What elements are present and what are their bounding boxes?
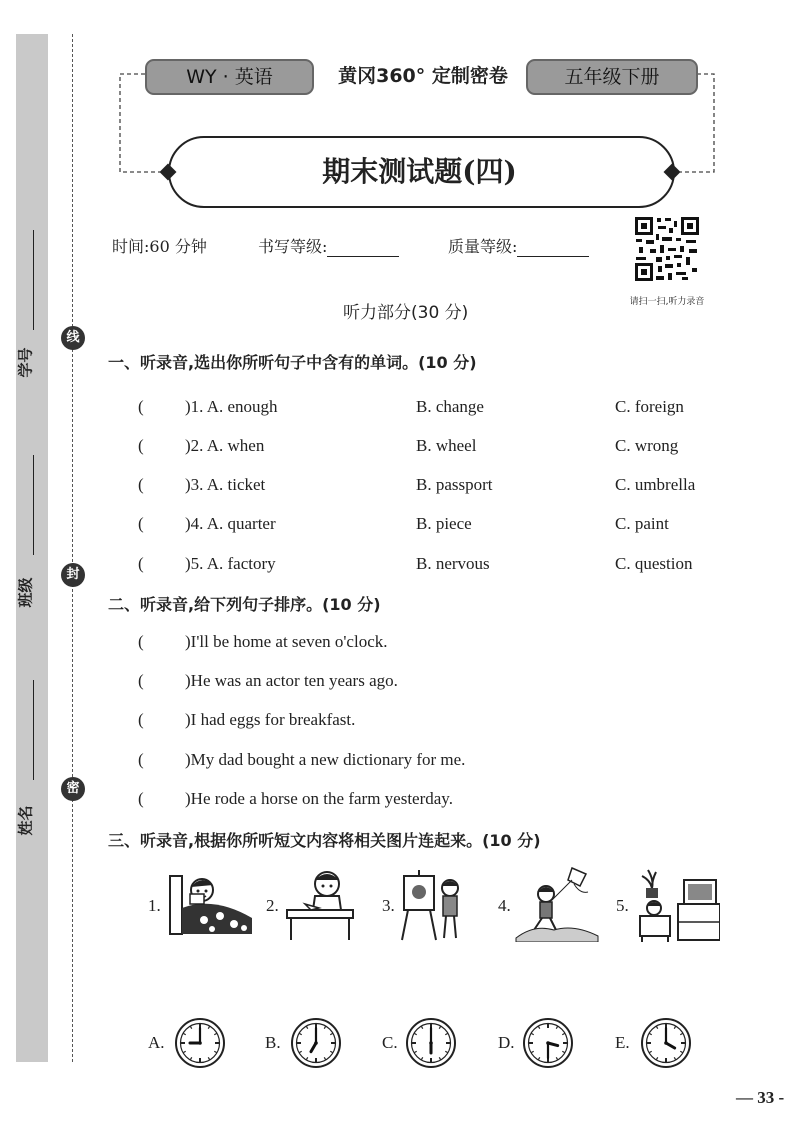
section2-item [138,750,758,774]
option-c: C. question [615,554,693,573]
order-paren[interactable]: ( [138,710,144,729]
clock-center [664,1041,668,1045]
class-blank [33,455,34,555]
clock-center [198,1041,202,1045]
seal-line: 线 [61,326,85,350]
quality-grade [448,234,589,257]
qr-code [634,216,700,282]
section2-item [138,671,758,695]
option-b: B. wheel [416,436,477,455]
qr-caption: 请扫一扫,听力录音 [629,297,705,307]
answer-paren[interactable]: ( [138,514,144,533]
name-label: 姓名 [16,805,35,836]
option-b: B. nervous [416,554,490,573]
clock-label: E. [615,1033,630,1052]
writing-grade-label: 书写等级: [258,237,328,256]
time-limit: 时间:60 分钟 [112,237,207,256]
answer-paren[interactable]: ( [138,436,144,455]
seal-secret: 密 [61,777,85,801]
section1-item [138,475,758,499]
name-blank [33,680,34,780]
answer-paren[interactable]: ( [138,475,144,494]
sentence-text: )I'll be home at seven o'clock. [185,632,388,651]
sentence-text: )I had eggs for breakfast. [185,710,356,729]
answer-paren[interactable]: ( [138,397,144,416]
clock-face[interactable] [405,1017,457,1069]
clock-label: D. [498,1033,515,1052]
order-paren[interactable]: ( [138,750,144,769]
clock-center [429,1041,433,1045]
option-a: )4. A. quarter [185,514,276,533]
sentence-text: )My dad bought a new dictionary for me. [185,750,466,769]
section1-item [138,554,758,578]
option-b: B. change [416,397,484,416]
page-title: 期末测试题(四) [322,155,517,188]
option-c: C. wrong [615,436,679,455]
clock-label: C. [382,1033,398,1052]
seal-seal: 封 [61,563,85,587]
student-id-label: 学号 [16,347,35,378]
listening-part-heading: 听力部分(30 分) [343,303,469,323]
series-title: 黄冈360° 定制密卷 [338,65,508,87]
option-a: )1. A. enough [185,397,278,416]
section2-item [138,710,758,734]
section1-item [138,436,758,460]
class-label: 班级 [16,577,35,608]
boy-writing-picture[interactable] [283,866,359,942]
option-a: )3. A. ticket [185,475,266,494]
section2-item [138,632,758,656]
clock-label: B. [265,1033,281,1052]
boy-in-bed-picture[interactable] [164,868,258,940]
writing-grade-blank [327,238,399,257]
option-a: )2. A. when [185,436,265,455]
section1-item [138,397,758,421]
clock-face[interactable] [640,1017,692,1069]
subject-pill: WY · 英语 [145,59,314,95]
quality-grade-blank [517,238,589,257]
grade-pill: 五年级下册 [526,59,698,95]
boy-watching-tv-picture[interactable] [632,866,720,942]
option-b: B. passport [416,475,493,494]
picture-number: 4. [498,896,511,915]
sentence-text: )He rode a horse on the farm yesterday. [185,789,453,808]
clock-center [314,1041,318,1045]
picture-number: 5. [616,896,629,915]
quality-grade-label: 质量等级: [448,237,518,256]
student-id-blank [33,230,34,330]
section1-heading: 一、听录音,选出你所听句子中含有的单词。(10 分) [108,353,477,372]
picture-number: 3. [382,896,395,915]
option-a: )5. A. factory [185,554,276,573]
option-c: C. umbrella [615,475,696,494]
option-b: B. piece [416,514,472,533]
clock-label: A. [148,1033,165,1052]
section3-heading: 三、听录音,根据你所听短文内容将相关图片连起来。(10 分) [108,831,541,850]
sentence-text: )He was an actor ten years ago. [185,671,398,690]
picture-number: 2. [266,896,279,915]
writing-grade [258,234,399,257]
section2-heading: 二、听录音,给下列句子排序。(10 分) [108,595,381,614]
boy-painting-picture[interactable] [398,866,468,942]
clock-face[interactable] [174,1017,226,1069]
order-paren[interactable]: ( [138,789,144,808]
order-paren[interactable]: ( [138,632,144,651]
boy-flying-kite-picture[interactable] [514,864,600,942]
clock-face[interactable] [522,1017,574,1069]
answer-paren[interactable]: ( [138,554,144,573]
option-c: C. paint [615,514,669,533]
clock-face[interactable] [290,1017,342,1069]
section2-item [138,789,758,813]
picture-number: 1. [148,896,161,915]
page-number: — 33 - [736,1088,785,1107]
order-paren[interactable]: ( [138,671,144,690]
clock-center [546,1041,550,1045]
option-c: C. foreign [615,397,684,416]
section1-item [138,514,758,538]
